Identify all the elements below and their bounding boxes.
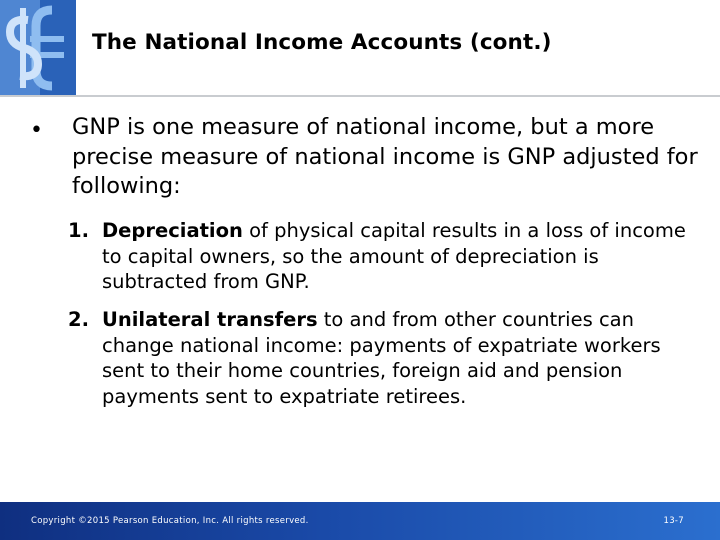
list-item-depreciation	[68, 218, 698, 295]
item-text: to and from other countries can change national income: payments of expatriate workers sent to their home countries, foreign aid and pension payments sent to expatriate retirees.	[102, 308, 661, 408]
bullet-marker: •	[30, 118, 43, 143]
dollar-euro-logo	[0, 0, 76, 96]
main-bullet-text: GNP is one measure of national income, but a more precise measure of national income is GNP adjusted for following:	[72, 114, 698, 199]
footer-bar	[0, 502, 720, 540]
slide-title: The National Income Accounts (cont.)	[92, 30, 552, 55]
list-item-unilateral-transfers	[68, 307, 698, 409]
item-body	[102, 307, 698, 409]
copyright-notice: Copyright ©2015 Pearson Education, Inc. All rights reserved.	[31, 516, 309, 526]
item-term: Unilateral transfers	[102, 308, 318, 331]
title-divider	[0, 95, 720, 97]
item-term: Depreciation	[102, 219, 243, 242]
item-number: 1.	[68, 219, 89, 242]
item-number: 2.	[68, 308, 89, 331]
page-number: 13-7	[663, 516, 684, 526]
item-text: of physical capital results in a loss of income to capital owners, so the amount of depreciation is subtracted from GNP.	[102, 219, 686, 293]
item-body	[102, 218, 698, 295]
